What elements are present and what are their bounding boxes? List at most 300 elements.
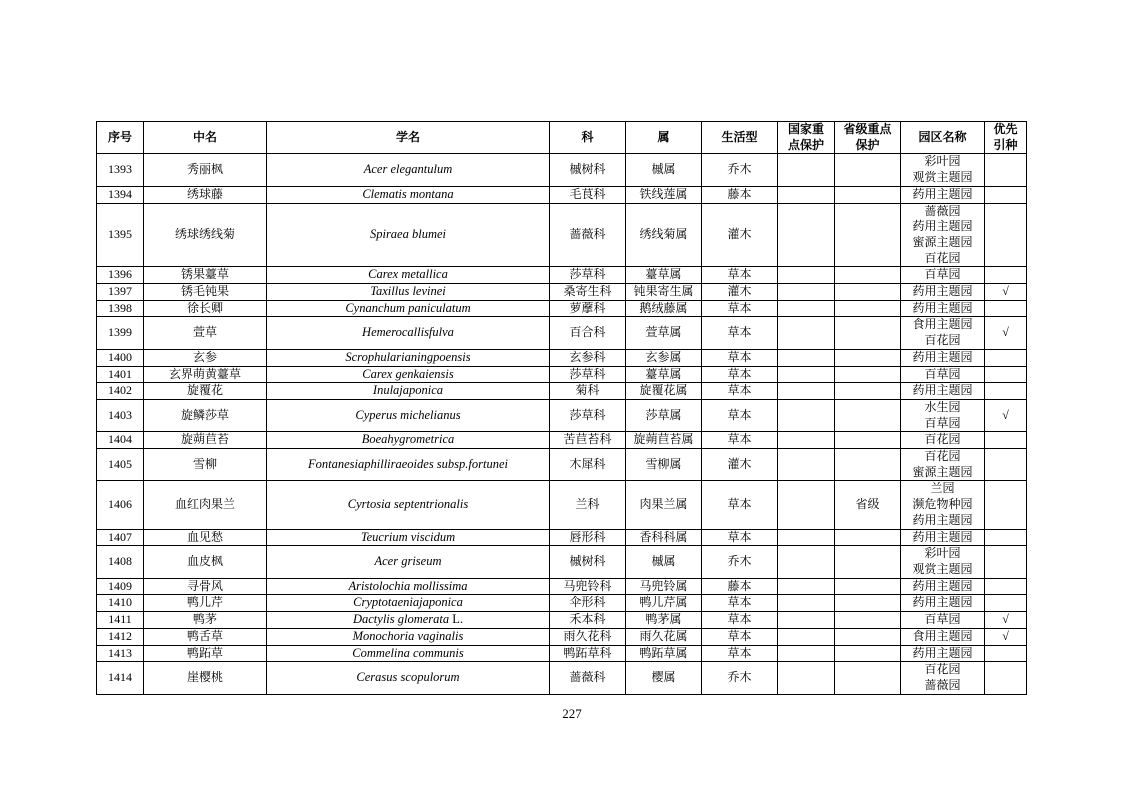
header-label-line: 国家重 <box>787 122 824 136</box>
table-row <box>97 529 1027 546</box>
header-row <box>97 122 1027 154</box>
cell-chinese-name: 秀丽枫 <box>144 154 267 186</box>
cell-chinese-name: 旋蒴苣苔 <box>144 432 267 449</box>
cell-family: 百合科 <box>550 317 626 349</box>
header-label-line: 科 <box>581 129 594 144</box>
garden-name-line: 百花园 <box>924 432 961 447</box>
cell-family: 苦苣苔科 <box>550 432 626 449</box>
cell-life-form: 乔木 <box>702 546 778 578</box>
cell-chinese-name: 绣球藤 <box>144 186 267 203</box>
cell-family: 毛茛科 <box>550 186 626 203</box>
cell-national-protection <box>778 267 835 284</box>
cell-serial-number: 1400 <box>97 349 144 366</box>
cell-serial-number: 1408 <box>97 546 144 578</box>
cell-scientific-name <box>267 578 550 595</box>
cell-family: 槭树科 <box>550 154 626 186</box>
table-row <box>97 645 1027 662</box>
cell-priority-introduction: √ <box>985 399 1027 431</box>
cell-priority-introduction <box>985 267 1027 284</box>
cell-provincial-protection <box>835 203 901 267</box>
cell-genus: 槭属 <box>626 546 702 578</box>
cell-family: 桑寄生科 <box>550 284 626 301</box>
scientific-name-text: Cryptotaeniajaponica <box>353 595 463 610</box>
cell-priority-introduction <box>985 449 1027 481</box>
cell-priority-introduction <box>985 154 1027 186</box>
cell-family: 莎草科 <box>550 399 626 431</box>
column-header-scientific-name <box>267 122 550 154</box>
garden-name-line: 蔷薇园 <box>924 677 961 692</box>
cell-family: 木犀科 <box>550 449 626 481</box>
cell-life-form: 草本 <box>702 481 778 529</box>
table-row <box>97 595 1027 612</box>
cell-life-form: 草本 <box>702 399 778 431</box>
scientific-name-text: Carex metallica <box>368 267 448 282</box>
cell-national-protection <box>778 300 835 317</box>
header-label-line: 点保护 <box>787 137 824 152</box>
garden-name-line: 濒危物种园 <box>912 497 973 512</box>
cell-provincial-protection <box>835 662 901 694</box>
cell-serial-number: 1405 <box>97 449 144 481</box>
cell-genus: 薹草属 <box>626 267 702 284</box>
table-header <box>97 122 1027 154</box>
cell-national-protection <box>778 529 835 546</box>
cell-chinese-name: 鸭儿芹 <box>144 595 267 612</box>
table-row <box>97 628 1027 645</box>
cell-priority-introduction: √ <box>985 317 1027 349</box>
cell-chinese-name: 鸭茅 <box>144 612 267 629</box>
cell-serial-number: 1394 <box>97 186 144 203</box>
cell-garden-name <box>901 612 985 629</box>
garden-name-line: 彩叶园 <box>924 546 961 561</box>
cell-provincial-protection <box>835 645 901 662</box>
garden-name-line: 药用主题园 <box>912 284 973 299</box>
cell-family: 玄参科 <box>550 349 626 366</box>
table-row <box>97 481 1027 529</box>
garden-name-line: 观赏主题园 <box>912 561 973 576</box>
cell-life-form: 藤本 <box>702 186 778 203</box>
cell-scientific-name <box>267 449 550 481</box>
cell-national-protection <box>778 578 835 595</box>
cell-provincial-protection <box>835 349 901 366</box>
table-row <box>97 546 1027 578</box>
cell-provincial-protection <box>835 399 901 431</box>
cell-serial-number: 1414 <box>97 662 144 694</box>
cell-garden-name <box>901 628 985 645</box>
cell-scientific-name <box>267 366 550 383</box>
cell-family: 莎草科 <box>550 267 626 284</box>
cell-scientific-name <box>267 645 550 662</box>
cell-scientific-name <box>267 481 550 529</box>
cell-life-form: 藤本 <box>702 578 778 595</box>
cell-genus: 铁线莲属 <box>626 186 702 203</box>
cell-family: 鸭跖草科 <box>550 645 626 662</box>
cell-family: 槭树科 <box>550 546 626 578</box>
cell-scientific-name <box>267 546 550 578</box>
cell-garden-name <box>901 186 985 203</box>
scientific-name-text: Acer griseum <box>374 554 442 569</box>
cell-life-form: 草本 <box>702 432 778 449</box>
cell-national-protection <box>778 399 835 431</box>
scientific-name-text: Cynanchum paniculatum <box>345 300 471 315</box>
cell-family: 禾本科 <box>550 612 626 629</box>
cell-genus: 旋覆花属 <box>626 383 702 400</box>
header-label-line: 生活型 <box>721 129 758 144</box>
cell-chinese-name: 鸭舌草 <box>144 628 267 645</box>
cell-provincial-protection <box>835 449 901 481</box>
cell-chinese-name: 旋覆花 <box>144 383 267 400</box>
cell-garden-name <box>901 645 985 662</box>
cell-chinese-name: 血皮枫 <box>144 546 267 578</box>
cell-serial-number: 1399 <box>97 317 144 349</box>
garden-name-line: 药用主题园 <box>912 595 973 610</box>
cell-serial-number: 1401 <box>97 366 144 383</box>
table-row <box>97 300 1027 317</box>
scientific-name-text: Hemerocallisfulva <box>362 325 454 340</box>
column-header-life-form <box>702 122 778 154</box>
scientific-name-text: Dactylis glomerata <box>352 612 450 627</box>
cell-provincial-protection <box>835 267 901 284</box>
cell-genus: 鸭茅属 <box>626 612 702 629</box>
cell-national-protection <box>778 203 835 267</box>
column-header-genus <box>626 122 702 154</box>
cell-genus: 绣线菊属 <box>626 203 702 267</box>
cell-family: 莎草科 <box>550 366 626 383</box>
column-header-chinese-name <box>144 122 267 154</box>
cell-national-protection <box>778 481 835 529</box>
cell-scientific-name <box>267 529 550 546</box>
cell-life-form: 草本 <box>702 595 778 612</box>
header-label-line: 保护 <box>855 137 880 152</box>
header-label-line: 学名 <box>395 129 420 144</box>
cell-scientific-name <box>267 300 550 317</box>
table-row <box>97 662 1027 694</box>
cell-life-form: 草本 <box>702 628 778 645</box>
garden-name-line: 百花园 <box>924 449 961 464</box>
cell-genus: 樱属 <box>626 662 702 694</box>
cell-serial-number: 1412 <box>97 628 144 645</box>
cell-genus: 马兜铃属 <box>626 578 702 595</box>
garden-name-line: 百草园 <box>924 267 961 282</box>
cell-serial-number: 1410 <box>97 595 144 612</box>
cell-provincial-protection <box>835 612 901 629</box>
cell-scientific-name <box>267 628 550 645</box>
garden-name-line: 彩叶园 <box>924 154 961 169</box>
cell-garden-name <box>901 284 985 301</box>
cell-priority-introduction <box>985 595 1027 612</box>
scientific-name-text: Clematis montana <box>362 186 454 201</box>
garden-name-line: 百草园 <box>924 415 961 430</box>
cell-chinese-name: 鸭跖草 <box>144 645 267 662</box>
scientific-name-text: Aristolochia mollissima <box>348 578 468 593</box>
cell-serial-number: 1409 <box>97 578 144 595</box>
cell-provincial-protection <box>835 595 901 612</box>
header-label-line: 园区名称 <box>918 129 967 144</box>
cell-provincial-protection <box>835 529 901 546</box>
cell-family: 萝藦科 <box>550 300 626 317</box>
cell-family: 雨久花科 <box>550 628 626 645</box>
cell-serial-number: 1398 <box>97 300 144 317</box>
cell-scientific-name <box>267 154 550 186</box>
cell-life-form: 草本 <box>702 349 778 366</box>
cell-serial-number: 1403 <box>97 399 144 431</box>
garden-name-line: 药用主题园 <box>912 529 973 544</box>
cell-national-protection <box>778 284 835 301</box>
scientific-name-text: Cyperus michelianus <box>355 407 461 422</box>
cell-priority-introduction <box>985 529 1027 546</box>
cell-genus: 雪柳属 <box>626 449 702 481</box>
cell-garden-name <box>901 366 985 383</box>
cell-garden-name <box>901 546 985 578</box>
garden-name-line: 药用主题园 <box>912 512 973 527</box>
cell-life-form: 草本 <box>702 383 778 400</box>
cell-life-form: 灌木 <box>702 449 778 481</box>
cell-chinese-name: 玄参 <box>144 349 267 366</box>
cell-life-form: 乔木 <box>702 662 778 694</box>
scientific-name-text: Carex genkaiensis <box>362 366 454 381</box>
table-row <box>97 432 1027 449</box>
cell-scientific-name <box>267 399 550 431</box>
scientific-name-text: Spiraea blumei <box>369 227 447 242</box>
header-label-line: 属 <box>657 129 670 144</box>
cell-chinese-name: 绣球绣线菊 <box>144 203 267 267</box>
cell-chinese-name: 锈果薹草 <box>144 267 267 284</box>
column-header-family <box>550 122 626 154</box>
cell-scientific-name <box>267 284 550 301</box>
cell-genus: 玄参属 <box>626 349 702 366</box>
cell-garden-name <box>901 399 985 431</box>
column-header-national-protection <box>778 122 835 154</box>
cell-life-form: 灌木 <box>702 284 778 301</box>
table-row <box>97 267 1027 284</box>
cell-genus: 雨久花属 <box>626 628 702 645</box>
cell-provincial-protection <box>835 383 901 400</box>
cell-genus: 莎草属 <box>626 399 702 431</box>
garden-name-line: 兰园 <box>930 481 955 496</box>
cell-provincial-protection <box>835 628 901 645</box>
cell-national-protection <box>778 432 835 449</box>
cell-scientific-name <box>267 203 550 267</box>
table-row <box>97 449 1027 481</box>
garden-name-line: 百草园 <box>924 366 961 381</box>
cell-life-form: 草本 <box>702 300 778 317</box>
cell-priority-introduction <box>985 662 1027 694</box>
table-row <box>97 383 1027 400</box>
cell-life-form: 草本 <box>702 267 778 284</box>
cell-garden-name <box>901 300 985 317</box>
column-header-garden-name <box>901 122 985 154</box>
cell-scientific-name <box>267 595 550 612</box>
cell-genus: 肉果兰属 <box>626 481 702 529</box>
cell-chinese-name: 徐长卿 <box>144 300 267 317</box>
cell-national-protection <box>778 349 835 366</box>
cell-priority-introduction <box>985 300 1027 317</box>
cell-serial-number: 1404 <box>97 432 144 449</box>
cell-genus: 鹅绒藤属 <box>626 300 702 317</box>
scientific-name-text: Fontanesiaphilliraeoides subsp.fortunei <box>308 456 508 471</box>
cell-garden-name <box>901 349 985 366</box>
cell-family: 伞形科 <box>550 595 626 612</box>
page-number: 227 <box>562 706 582 721</box>
garden-name-line: 观赏主题园 <box>912 170 973 185</box>
garden-name-line: 蜜源主题园 <box>912 464 973 479</box>
cell-provincial-protection: 省级 <box>835 481 901 529</box>
cell-provincial-protection <box>835 578 901 595</box>
cell-life-form: 灌木 <box>702 203 778 267</box>
cell-provincial-protection <box>835 300 901 317</box>
cell-serial-number: 1407 <box>97 529 144 546</box>
cell-life-form: 草本 <box>702 529 778 546</box>
cell-garden-name <box>901 203 985 267</box>
cell-garden-name <box>901 432 985 449</box>
table-row <box>97 203 1027 267</box>
cell-garden-name <box>901 449 985 481</box>
cell-provincial-protection <box>835 186 901 203</box>
garden-name-line: 百花园 <box>924 333 961 348</box>
scientific-name-text: Inulajaponica <box>372 383 444 398</box>
garden-name-line: 药用主题园 <box>912 578 973 593</box>
cell-genus: 钝果寄生属 <box>626 284 702 301</box>
garden-name-line: 药用主题园 <box>912 383 973 398</box>
cell-national-protection <box>778 154 835 186</box>
scientific-name-text: Scrophularianingpoensis <box>345 349 471 364</box>
cell-chinese-name: 旋鳞莎草 <box>144 399 267 431</box>
scientific-name-text: Acer elegantulum <box>363 162 453 177</box>
cell-chinese-name: 玄界萌黄薹草 <box>144 366 267 383</box>
garden-name-line: 百花园 <box>924 250 961 265</box>
cell-genus: 萱草属 <box>626 317 702 349</box>
garden-name-line: 百花园 <box>924 662 961 677</box>
cell-national-protection <box>778 628 835 645</box>
cell-family: 菊科 <box>550 383 626 400</box>
garden-name-line: 药用主题园 <box>912 300 973 315</box>
cell-scientific-name <box>267 317 550 349</box>
header-label-line: 引种 <box>993 137 1018 152</box>
column-header-priority-introduction <box>985 122 1027 154</box>
cell-provincial-protection <box>835 317 901 349</box>
garden-name-line: 食用主题园 <box>912 317 973 332</box>
cell-scientific-name <box>267 349 550 366</box>
cell-national-protection <box>778 366 835 383</box>
scientific-name-text: Monochoria vaginalis <box>352 628 464 643</box>
cell-genus: 鸭儿芹属 <box>626 595 702 612</box>
scientific-name-text: Cyrtosia septentrionalis <box>347 497 469 512</box>
table-row <box>97 399 1027 431</box>
cell-garden-name <box>901 578 985 595</box>
cell-scientific-name <box>267 662 550 694</box>
header-label-line: 序号 <box>107 129 132 144</box>
cell-garden-name <box>901 595 985 612</box>
garden-name-line: 药用主题园 <box>912 349 973 364</box>
cell-family: 蔷薇科 <box>550 662 626 694</box>
cell-priority-introduction: √ <box>985 612 1027 629</box>
scientific-name-author: L. <box>452 612 464 627</box>
scientific-name-text: Cerasus scopulorum <box>356 670 460 685</box>
cell-priority-introduction <box>985 366 1027 383</box>
cell-scientific-name <box>267 612 550 629</box>
cell-garden-name <box>901 662 985 694</box>
cell-life-form: 草本 <box>702 317 778 349</box>
table-row <box>97 349 1027 366</box>
garden-name-line: 蜜源主题园 <box>912 234 973 249</box>
cell-genus: 香科科属 <box>626 529 702 546</box>
cell-serial-number: 1411 <box>97 612 144 629</box>
scientific-name-text: Boeahygrometrica <box>361 432 455 447</box>
cell-priority-introduction: √ <box>985 628 1027 645</box>
scientific-name-text: Taxillus levinei <box>370 284 446 299</box>
cell-national-protection <box>778 383 835 400</box>
cell-priority-introduction <box>985 383 1027 400</box>
cell-life-form: 草本 <box>702 612 778 629</box>
cell-genus: 旋蒴苣苔属 <box>626 432 702 449</box>
garden-name-line: 蔷薇园 <box>924 203 961 218</box>
species-table <box>96 121 1027 695</box>
cell-provincial-protection <box>835 546 901 578</box>
cell-garden-name <box>901 529 985 546</box>
scientific-name-text: Teucrium viscidum <box>360 529 456 544</box>
cell-serial-number: 1395 <box>97 203 144 267</box>
garden-name-line: 药用主题园 <box>912 219 973 234</box>
cell-provincial-protection <box>835 432 901 449</box>
cell-life-form: 草本 <box>702 366 778 383</box>
cell-chinese-name: 锈毛钝果 <box>144 284 267 301</box>
table-row <box>97 578 1027 595</box>
cell-chinese-name: 血红肉果兰 <box>144 481 267 529</box>
cell-family: 兰科 <box>550 481 626 529</box>
cell-national-protection <box>778 595 835 612</box>
cell-genus: 鸭跖草属 <box>626 645 702 662</box>
header-label-line: 优先 <box>993 122 1018 136</box>
cell-family: 蔷薇科 <box>550 203 626 267</box>
cell-serial-number: 1397 <box>97 284 144 301</box>
cell-chinese-name: 雪柳 <box>144 449 267 481</box>
cell-garden-name <box>901 267 985 284</box>
cell-national-protection <box>778 186 835 203</box>
table-row <box>97 154 1027 186</box>
cell-serial-number: 1396 <box>97 267 144 284</box>
cell-priority-introduction <box>985 578 1027 595</box>
cell-priority-introduction: √ <box>985 284 1027 301</box>
cell-chinese-name: 崖樱桃 <box>144 662 267 694</box>
garden-name-line: 食用主题园 <box>912 628 973 643</box>
cell-garden-name <box>901 154 985 186</box>
cell-national-protection <box>778 612 835 629</box>
cell-life-form: 草本 <box>702 645 778 662</box>
cell-priority-introduction <box>985 481 1027 529</box>
cell-family: 唇形科 <box>550 529 626 546</box>
column-header-provincial-protection <box>835 122 901 154</box>
cell-life-form: 乔木 <box>702 154 778 186</box>
cell-priority-introduction <box>985 432 1027 449</box>
cell-national-protection <box>778 317 835 349</box>
cell-scientific-name <box>267 186 550 203</box>
cell-priority-introduction <box>985 349 1027 366</box>
cell-chinese-name: 血见愁 <box>144 529 267 546</box>
column-header-serial-number <box>97 122 144 154</box>
cell-genus: 薹草属 <box>626 366 702 383</box>
cell-chinese-name: 萱草 <box>144 317 267 349</box>
cell-garden-name <box>901 383 985 400</box>
cell-priority-introduction <box>985 645 1027 662</box>
header-label-line: 省级重点 <box>843 122 892 136</box>
cell-provincial-protection <box>835 154 901 186</box>
garden-name-line: 水生园 <box>924 399 961 414</box>
header-label-line: 中名 <box>192 129 217 144</box>
table-row <box>97 284 1027 301</box>
cell-garden-name <box>901 317 985 349</box>
cell-scientific-name <box>267 267 550 284</box>
garden-name-line: 药用主题园 <box>912 186 973 201</box>
garden-name-line: 百草园 <box>924 612 961 627</box>
